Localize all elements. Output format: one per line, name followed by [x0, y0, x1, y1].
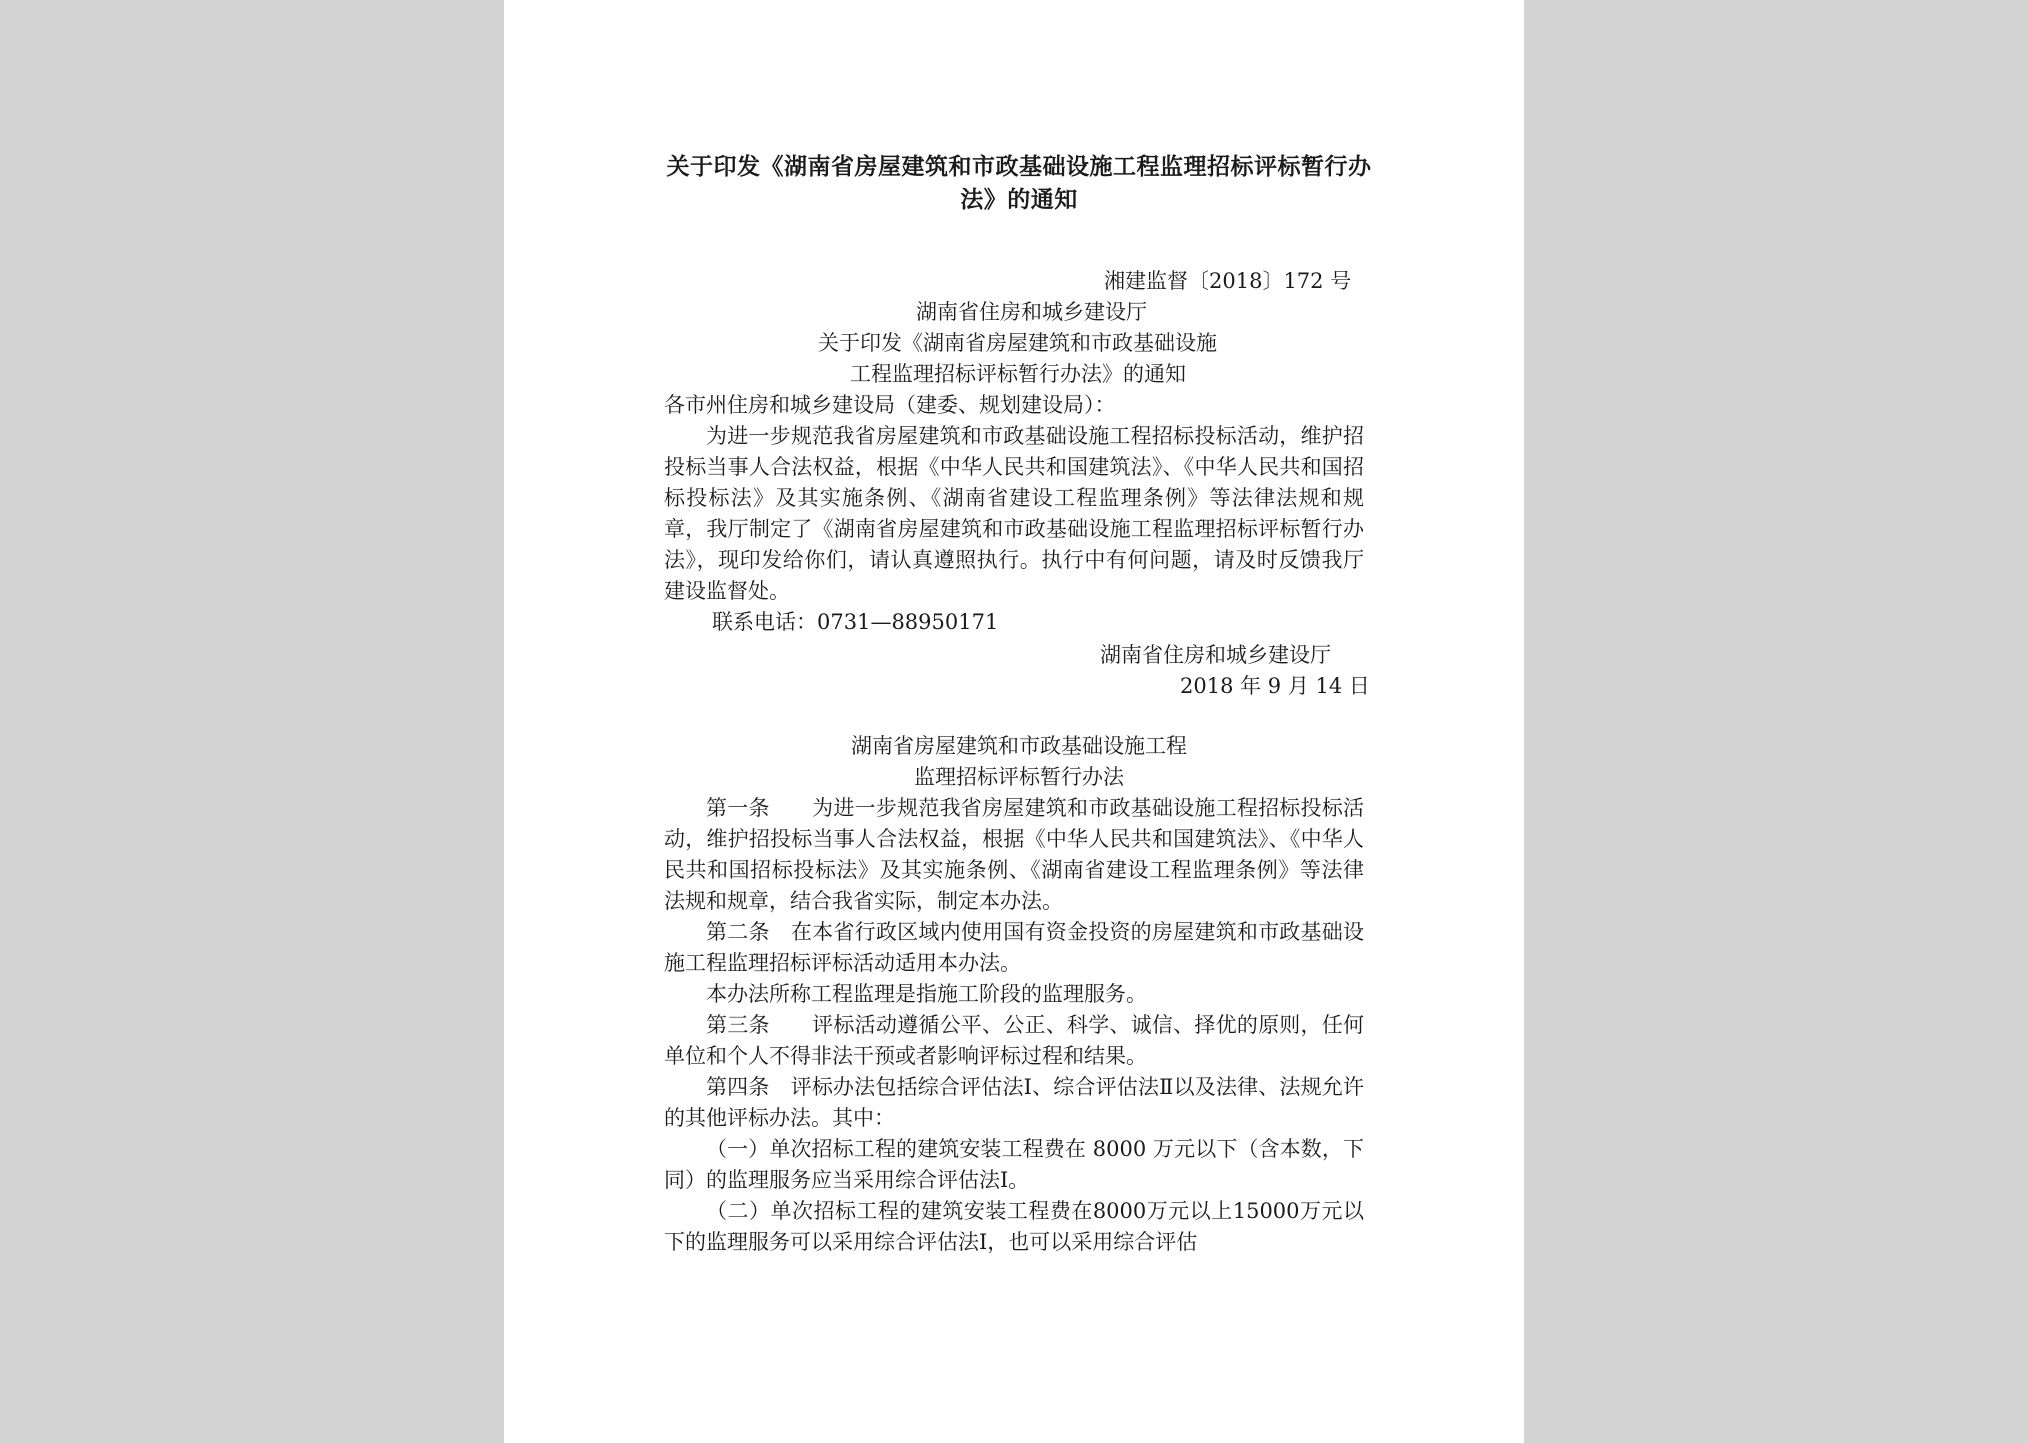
rules-title-line-2: 监理招标评标暂行办法: [914, 765, 1124, 789]
rules-title-line-1: 湖南省房屋建筑和市政基础设施工程: [851, 734, 1187, 758]
contact-phone: 联系电话：0731—88950171: [712, 610, 999, 634]
article-2: 第二条 在本省行政区域内使用国有资金投资的房屋建筑和市政基础设施工程监理招标评标活动适用本办法。: [664, 920, 1364, 975]
document-title: 关于印发《湖南省房屋建筑和市政基础设施工程监理招标评标暂行办法》的通知: [666, 153, 1372, 213]
article-1: 第一条 为进一步规范我省房屋建筑和市政基础设施工程招标投标活动，维护招投标当事人合法权益，根据《中华人民共和国建筑法》、《中华人民共和国招标投标法》及其实施条例、《湖南省建设工程监理条例》等法律法规和规章，结合我省实际，制定本办法。: [664, 796, 1364, 913]
addressee: 各市州住房和城乡建设局（建委、规划建设局）：: [664, 393, 1116, 417]
articles-block: [664, 793, 1364, 1258]
article-4-item-2: （二）单次招标工程的建筑安装工程费在8000万元以上15000万元以下的监理服务可以采用综合评估法Ⅰ，也可以采用综合评估: [664, 1199, 1364, 1254]
article-3: 第三条 评标活动遵循公平、公正、科学、诚信、择优的原则，任何单位和个人不得非法干预或者影响评标过程和结果。: [664, 1013, 1364, 1068]
notice-subtitle-line-1: 关于印发《湖南省房屋建筑和市政基础设施: [818, 331, 1217, 355]
article-2-note: 本办法所称工程监理是指施工阶段的监理服务。: [706, 982, 1147, 1006]
notice-subtitle-line-2: 工程监理招标评标暂行办法》的通知: [850, 362, 1186, 386]
document-page: [504, 0, 1524, 1443]
rules-title: [654, 731, 1384, 793]
document-number: 湘建监督〔2018〕172 号: [1104, 269, 1352, 293]
issuer-name: 湖南省住房和城乡建设厅: [916, 300, 1147, 324]
signature-date: 2018 年 9 月 14 日: [1180, 674, 1370, 698]
article-4: 第四条 评标办法包括综合评估法Ⅰ、综合评估法Ⅱ以及法律、法规允许的其他评标办法。其中：: [664, 1075, 1364, 1130]
article-4-item-1: （一）单次招标工程的建筑安装工程费在 8000 万元以下（含本数，下同）的监理服务应当采用综合评估法Ⅰ。: [664, 1137, 1364, 1192]
signature-organization: 湖南省住房和城乡建设厅: [1100, 643, 1331, 667]
intro-paragraph: 为进一步规范我省房屋建筑和市政基础设施工程招标投标活动，维护招投标当事人合法权益，根据《中华人民共和国建筑法》、《中华人民共和国招标投标法》及其实施条例、《湖南省建设工程监理条例》等法律法规和规章，我厅制定了《湖南省房屋建筑和市政基础设施工程监理招标评标暂行办法》，现印发给你们，请认真遵照执行。执行中有何问题，请及时反馈我厅建设监督处。: [664, 424, 1364, 603]
